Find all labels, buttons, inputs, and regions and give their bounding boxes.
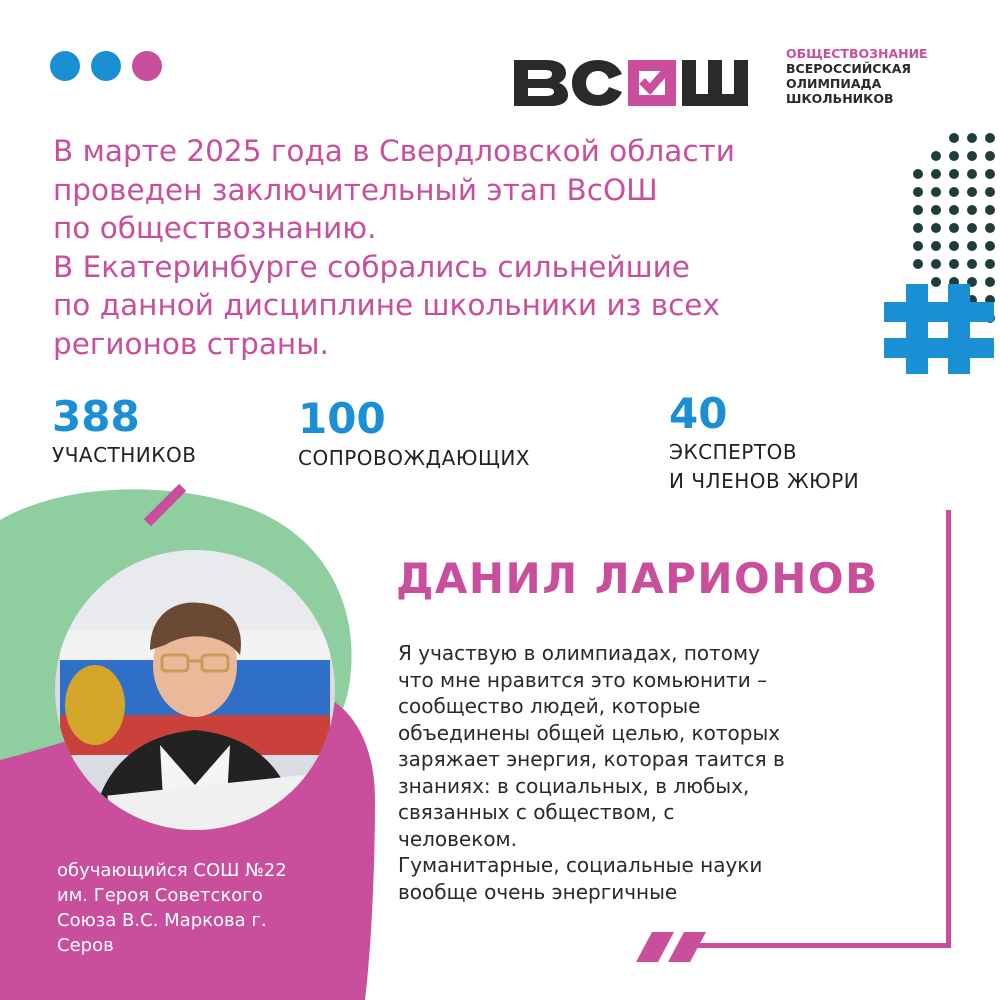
intro-text [53,132,933,363]
quote-line: человеком. [398,826,517,851]
portrait-photo [50,545,340,835]
pattern-dot [949,133,959,143]
pattern-dot [985,259,995,269]
logo-caption [786,46,928,106]
pattern-dot [967,241,977,251]
pattern-dot [985,223,995,233]
quote-line: что мне нравится это комьюнити – [398,667,768,692]
person-caption-line: им. Героя Советского [57,885,263,906]
pattern-dot [949,205,959,215]
pattern-dot [967,133,977,143]
stat-escorts-value: 100 [298,394,386,443]
quote-frame-bottom [686,943,951,948]
logo-subject: ОБЩЕСТВОЗНАНИЕ [786,46,928,61]
intro-line: В марте 2025 года в Свердловской области [53,134,735,168]
pattern-dot [967,151,977,161]
quote-frame-right [946,510,951,948]
stat-experts-label-line: И ЧЛЕНОВ ЖЮРИ [669,469,860,493]
stat-experts-label [669,438,859,496]
pattern-dot [949,169,959,179]
pink-dot [132,51,162,81]
intro-line: регионов страны. [53,326,329,361]
pattern-dot [985,151,995,161]
person-caption-line: обучающийся СОШ №22 [57,860,287,881]
quote-line: связанных с обществом, с [398,800,675,824]
pattern-dot [949,187,959,197]
pattern-dot [967,205,977,215]
stat-experts-value: 40 [669,389,728,438]
stat-experts-label-line: ЭКСПЕРТОВ [669,440,798,464]
quote-line: сообщество людей, которые [398,694,701,718]
person-quote [398,640,918,905]
quote-line: знаниях: в социальных, в любых, [398,773,750,798]
person-caption [57,858,357,958]
pattern-dot [985,187,995,197]
pattern-dot [949,223,959,233]
intro-line: проведен заключительный этап ВсОШ [53,172,658,207]
quote-line: объединены общей целью, которых [398,720,781,745]
pattern-dot [985,169,995,179]
intro-line: В Екатеринбурге собрались сильнейшие [53,249,690,284]
stat-participants-value: 388 [52,392,140,441]
intro-line: по данной дисциплине школьники из всех [53,288,720,322]
pattern-dot [985,241,995,251]
logo-wordmark [514,56,754,117]
quote-line: вообще очень энергичные [398,879,678,904]
blue-dot [50,51,80,81]
blue-dot [91,51,121,81]
logo-caption-line: ШКОЛЬНИКОВ [786,91,894,106]
pattern-dot [967,169,977,179]
stat-escorts-label: СОПРОВОЖДАЮЩИХ [298,446,530,470]
pattern-dot [949,241,959,251]
person-caption-line: Серов [57,935,114,956]
pattern-dot [985,205,995,215]
intro-line: по обществознанию. [53,211,377,245]
pattern-dot [967,223,977,233]
logo-svg [514,56,754,108]
person-caption-line: Союза В.С. Маркова г. [57,910,267,931]
pattern-dot [967,187,977,197]
quote-line: заряжает энергия, которая таится в [398,747,785,771]
quote-line: Гуманитарные, социальные науки [398,853,763,877]
logo-caption-line: ОЛИМПИАДА [786,76,882,91]
stat-participants-label: УЧАСТНИКОВ [52,443,197,467]
pattern-dot [949,151,959,161]
pattern-dot [985,277,995,287]
check-box-icon [628,60,676,106]
person-name: ДАНИЛ ЛАРИОНОВ [396,554,879,603]
pattern-dot [949,259,959,269]
logo-caption-line: ВСЕРОССИЙСКАЯ [786,61,911,76]
pattern-dot [967,259,977,269]
pattern-dot [985,133,995,143]
quote-line: Я участвую в олимпиадах, потому [398,641,760,665]
